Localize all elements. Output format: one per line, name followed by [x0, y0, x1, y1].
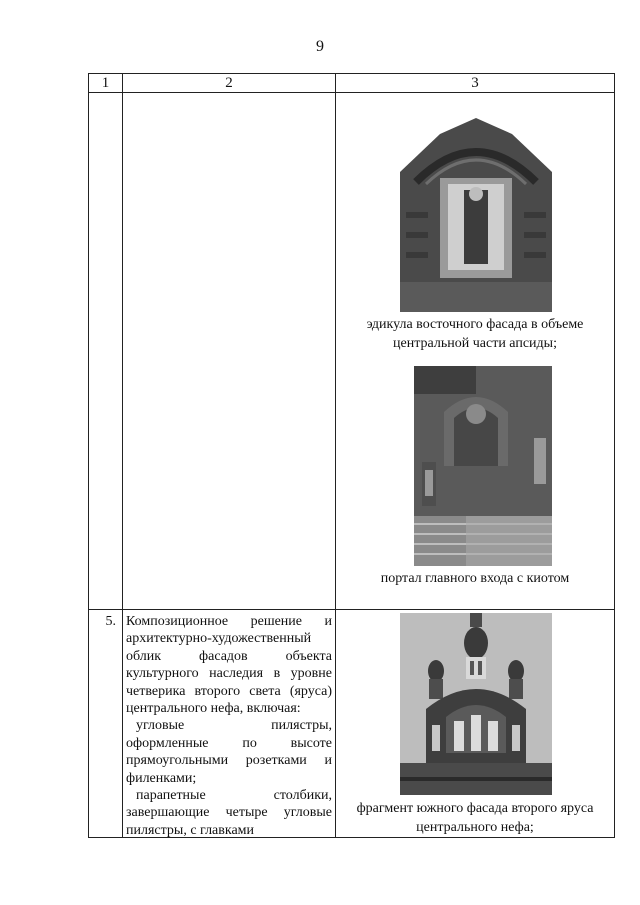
monument-table: [88, 73, 615, 838]
row2-number-cell: 5.: [88, 609, 123, 838]
row1-photo-cell: [335, 92, 615, 610]
edicule-caption: [336, 315, 614, 353]
south-facade-caption-line-2: центрального нефа;: [416, 820, 534, 835]
south-facade-caption-line-1: фрагмент южного фасада второго яруса: [356, 801, 594, 816]
description-paragraph-1: Композиционное решение и архитектурно-художественный облик фасадов объекта культурного наследия в уровне четверика второго света (яруса) центрального нефа, включая:: [126, 614, 332, 717]
row1-number-cell: [88, 92, 123, 610]
description-paragraph-2: угловые пилястры, оформленные по высоте прямоугольными розетками и филенками;: [126, 718, 332, 786]
page-number: 9: [316, 38, 324, 55]
portal-caption: [336, 569, 614, 588]
header-cell-3: 3: [335, 73, 615, 93]
edicule-photo: [400, 112, 552, 312]
south-facade-caption: [336, 799, 614, 837]
description-paragraph-3: парапетные столбики, завершающие четыре угловые пилястры, с главками: [126, 788, 332, 838]
row2-description-cell: [122, 609, 336, 838]
header-cell-1: 1: [88, 73, 123, 93]
portal-photo: [400, 366, 552, 566]
edicule-caption-line-1: эдикула восточного фасада в объеме: [366, 317, 584, 332]
portal-caption-line-1: портал главного входа с киотом: [380, 571, 570, 586]
row2-photo-cell: [335, 609, 615, 838]
edicule-caption-line-2: центральной части апсиды;: [393, 336, 557, 351]
church-south-facade-photo: [400, 613, 552, 795]
row1-description-cell: [122, 92, 336, 610]
header-cell-2: 2: [122, 73, 336, 93]
